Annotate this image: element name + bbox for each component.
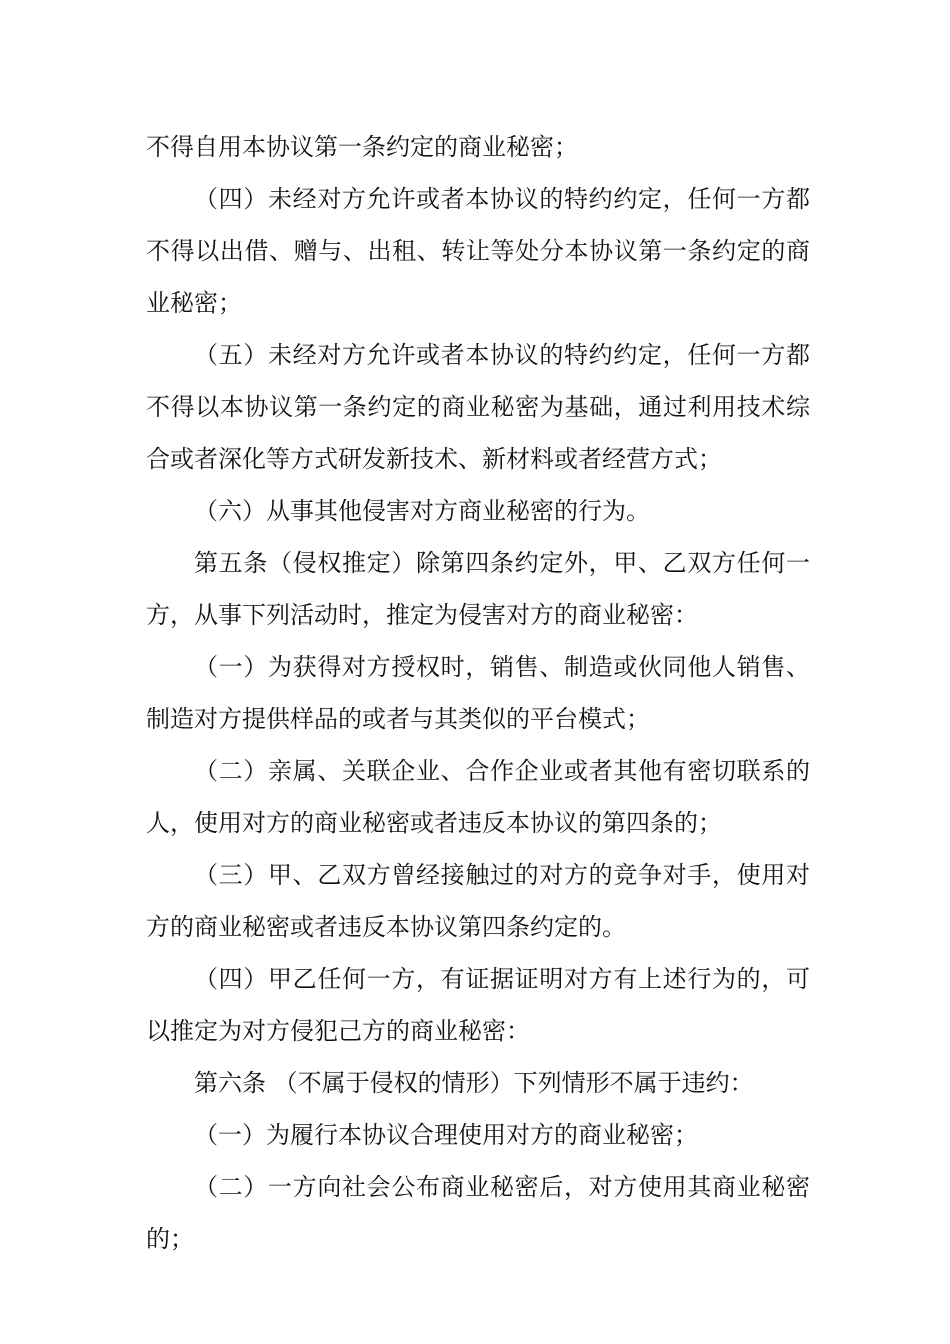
- document-body: [146, 121, 810, 1265]
- paragraph-article-6-item-2: （二）一方向社会公布商业秘密后，对方使用其商业秘密的；: [146, 1173, 810, 1253]
- paragraph-article-5-item-4: （四）甲乙任何一方，有证据证明对方有上述行为的，可以推定为对方侵犯己方的商业秘密：: [146, 965, 810, 1045]
- paragraph-article-5-item-2: （二）亲属、关联企业、合作企业或者其他有密切联系的人，使用对方的商业秘密或者违反本协议的第四条的；: [146, 757, 810, 837]
- paragraph-continuation: 不得自用本协议第一条约定的商业秘密；: [146, 133, 578, 161]
- paragraph-article-6: 第六条 （不属于侵权的情形）下列情形不属于违约：: [194, 1069, 754, 1097]
- paragraph-clause-4: （四）未经对方允许或者本协议的特约约定，任何一方都不得以出借、赠与、出租、转让等处分本协议第一条约定的商业秘密；: [146, 185, 810, 317]
- paragraph-article-5-item-3: （三）甲、乙双方曾经接触过的对方的竞争对手，使用对方的商业秘密或者违反本协议第四条约定的。: [146, 861, 810, 941]
- paragraph-article-5-item-1: （一）为获得对方授权时，销售、制造或伙同他人销售、制造对方提供样品的或者与其类似的平台模式；: [146, 653, 810, 733]
- paragraph-article-6-item-1: （一）为履行本协议合理使用对方的商业秘密；: [194, 1121, 698, 1149]
- paragraph-clause-6: （六）从事其他侵害对方商业秘密的行为。: [194, 497, 650, 525]
- paragraph-clause-5: （五）未经对方允许或者本协议的特约约定，任何一方都不得以本协议第一条约定的商业秘密为基础，通过利用技术综合或者深化等方式研发新技术、新材料或者经营方式；: [146, 341, 810, 473]
- paragraph-article-5: 第五条（侵权推定）除第四条约定外，甲、乙双方任何一方，从事下列活动时，推定为侵害对方的商业秘密：: [146, 549, 810, 629]
